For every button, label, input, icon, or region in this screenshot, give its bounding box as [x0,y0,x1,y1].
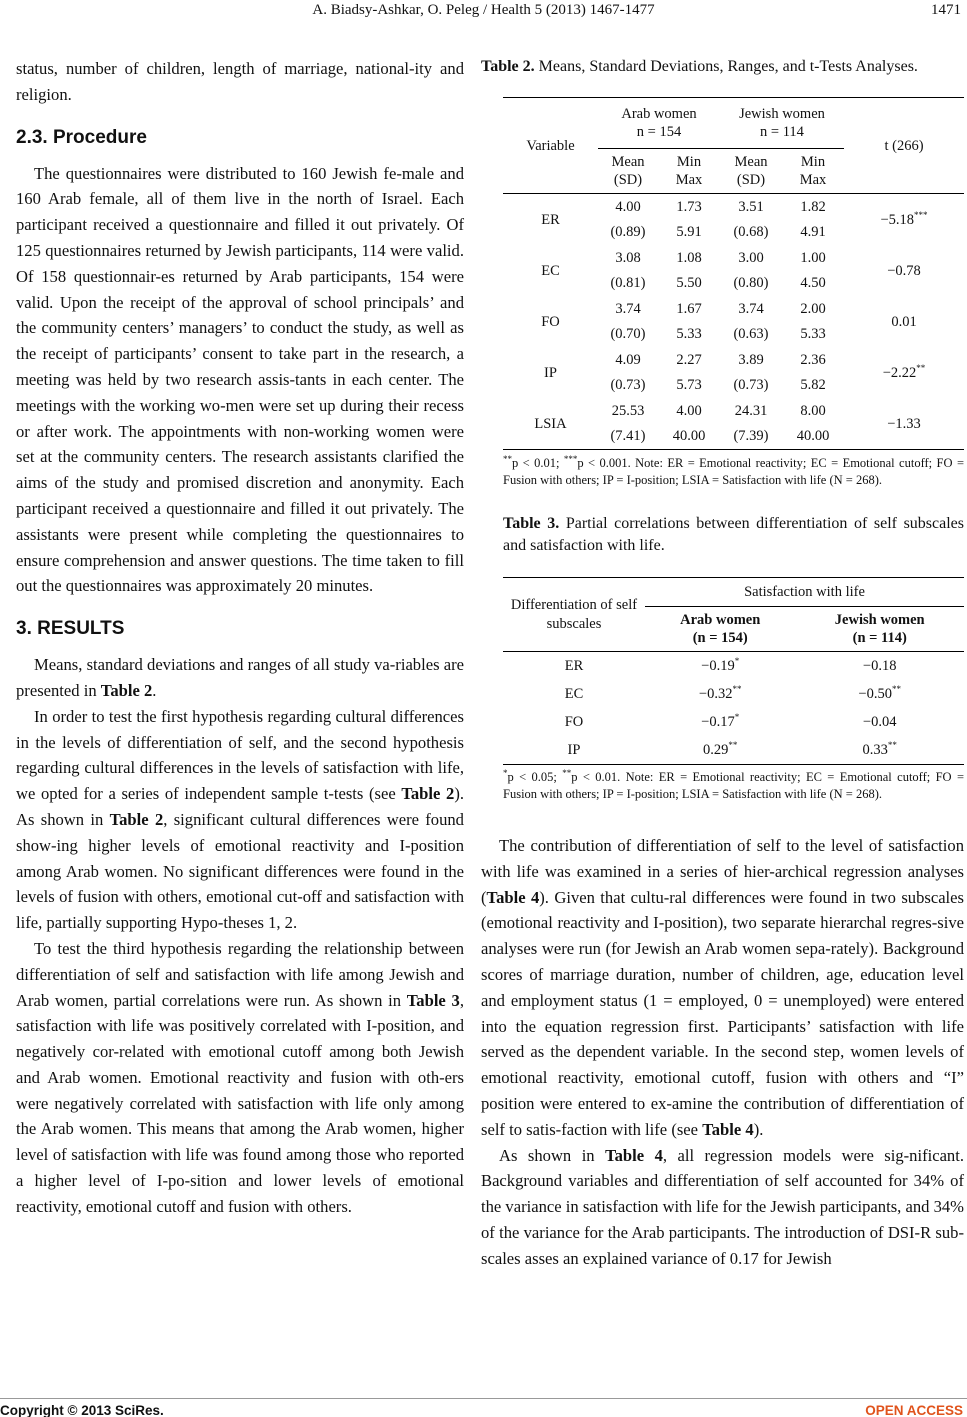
cell-max2: 5.82 [800,377,826,394]
cell-variable: EC [564,686,584,702]
cell-m2: 3.51 [738,198,764,215]
table-reference: Table 4 [486,887,540,907]
cell-min2: 1.82 [800,198,826,215]
table-2 [503,97,964,450]
running-header: A. Biadsy-Ashkar, O. Peleg / Health 5 (2013) 1467-1477 [312,2,655,18]
text-run: . [152,680,157,700]
cell-max2: 4.50 [800,275,826,292]
cell-a [645,708,795,736]
header-min-max: Min Max [799,154,827,188]
cell-sd1: (0.70) [610,326,646,343]
text-run: ). As shown in [16,784,464,829]
t-value: −5.18 [880,211,915,228]
t-value: −2.22 [882,364,917,381]
left-column [16,56,464,1220]
significance-mark: * [734,712,740,723]
table-row [503,347,964,373]
section-heading: 3. RESULTS [16,618,125,640]
table-row [503,736,964,765]
cell-min2: 2.36 [800,351,826,368]
significance-mark: *** [914,209,928,220]
cell-min2: 8.00 [800,402,826,419]
cell-t [844,398,964,450]
cell-a [645,652,795,681]
table-row [503,245,964,271]
cell-max2: 4.91 [800,224,826,241]
table-row [503,708,964,736]
table-row [503,652,964,681]
cell-sd1: (0.81) [610,275,646,292]
cell-m1: 25.53 [611,402,645,419]
cell-t [844,245,964,296]
table-row [503,296,964,322]
correlation-value: −0.17 [701,714,735,730]
significance-mark: ** [732,684,742,695]
cell-t [844,194,964,246]
header-arab-women: Arab women (n = 154) [680,612,761,646]
table-reference: Table 4 [702,1119,754,1139]
cell-max2: 5.33 [800,326,826,343]
cell-sd2: (0.63) [733,326,769,343]
significance-mark: ** [728,740,738,751]
text-run: As shown in [499,1145,606,1165]
correlation-value: −0.19 [701,658,735,674]
header-arab-women: Arab women n = 154 [598,98,720,149]
cell-m2: 3.89 [738,351,764,368]
table-3 [503,577,964,765]
header-variable: Variable [526,137,575,154]
cell-m2: 24.31 [734,402,768,419]
text-run: ). [753,1119,764,1139]
t-value: −1.33 [887,415,921,432]
cell-j [795,652,964,681]
cell-t [844,296,964,347]
cell-sd1: (7.41) [610,428,646,445]
text-run: , all regression models were sig-nificant. Background variables and differentiation of self accounted for 34% of the variance in satisfaction with life for the Jewish participants, and 34% of the variance for the Arab participants. The introduction of DSI-R sub-scales asses an explained variance of 0.17 for Jewish [481,1145,964,1268]
header-mean-sd: Mean (SD) [734,154,768,188]
table3-note: *p < 0.05; **p < 0.01. Note: ER = Emotional reactivity; EC = Emotional cutoff; FO = Fusion with others; IP = I-position; LSIA = Satisfaction with life (N = 268). [503,767,964,801]
cell-variable: EC [541,262,560,279]
right-column [481,56,964,1272]
right-body-text [481,833,964,1272]
cell-j [795,736,964,765]
table2-caption-text: Means, Standard Deviations, Ranges, and t-Tests Analyses. [538,58,918,75]
cell-min1: 2.27 [676,351,702,368]
cell-sd2: (7.39) [733,428,769,445]
paragraph [481,1143,964,1272]
cell-m1: 4.00 [615,198,641,215]
significance-mark: ** [887,740,897,751]
text-run: Means, standard deviations and ranges of all study va-riables are presented in [16,655,464,700]
correlation-value: −0.50 [858,686,892,702]
header-jewish-women: Jewish women (n = 114) [834,612,925,646]
cell-min2: 2.00 [800,300,826,317]
cell-sd1: (0.73) [610,377,646,394]
significance-mark: ** [891,684,901,695]
paragraph [16,652,464,704]
cell-variable: IP [567,742,581,758]
table3-caption-text: Partial correlations between differentiation of self subscales and satisfaction with life. [503,515,964,554]
text-run: , satisfaction with life was positively correlated with I-position, and negatively cor-related with emotional cutoff among both Jewish and Arab women. Emotional reactivity and fusion with oth-ers were negatively correlated with satisfaction with life only among the Arab women. This means that among the Arab women, higher level of satisfaction with life was found among those who reported a higher level of I-po-sition and lower levels of emotional reactivity, emotional cutoff and fusion with others. [16,990,464,1216]
cell-a [645,736,795,765]
cell-j [795,708,964,736]
table-reference: Table 2 [100,680,153,700]
cell-t [844,347,964,398]
table-reference: Table 3 [406,990,460,1010]
cell-m1: 4.09 [615,351,641,368]
cell-max1: 5.50 [676,275,702,292]
cell-sd2: (0.80) [733,275,769,292]
table2-note: **p < 0.01; ***p < 0.001. Note: ER = Emotional reactivity; EC = Emotional cutoff; FO = Fusion with others; IP = I-position; LSIA = Satisfaction with life (N = 268). [503,453,964,487]
header-satisfaction: Satisfaction with life [645,578,964,607]
table-reference: Table 4 [605,1145,663,1165]
footer-divider [0,1398,967,1399]
cell-max1: 5.91 [676,224,702,241]
cell-variable: FO [541,313,560,330]
table2-label: Table 2. [481,58,535,75]
text-run: status, number of children, length of marriage, national-ity and religion. [16,59,464,104]
text-run: To test the third hypothesis regarding the relationship between differentiation of self and satisfaction with life among Jewish and Arab women, partial correlations were run. As shown in [16,938,464,1010]
table-reference: Table 2 [401,784,455,804]
cell-max1: 5.33 [676,326,702,343]
cell-min1: 1.67 [676,300,702,317]
correlation-value: 0.29 [703,742,729,758]
cell-min1: 1.08 [676,249,702,266]
cell-max1: 40.00 [672,428,706,445]
paragraph [16,161,464,600]
correlation-value: 0.33 [862,742,888,758]
table2-caption [481,56,964,78]
table3-caption [503,513,964,557]
page-number: 1471 [931,2,961,18]
cell-m2: 3.74 [738,300,764,317]
table-row [503,194,964,220]
cell-max2: 40.00 [796,428,830,445]
cell-min2: 1.00 [800,249,826,266]
correlation-value: −0.32 [698,686,733,702]
text-run: , significant cultural differences were found show-ing higher levels of emotional reactivity and I-position among Arab women. No significant differences were found in the levels of fusion with others, emotional cut-off and satisfaction with life, partially supporting Hypo-theses 1, 2. [16,809,464,933]
cell-variable: FO [564,714,584,730]
t-value: 0.01 [891,313,917,330]
cell-m1: 3.08 [615,249,641,266]
cell-min1: 1.73 [676,198,702,215]
t-value: −0.78 [887,262,921,279]
cell-variable: ER [541,211,560,228]
table3-label: Table 3. [503,515,560,532]
open-access-label: OPEN ACCESS [865,1403,963,1417]
cell-sd2: (0.68) [733,224,769,241]
section-heading: 2.3. Procedure [16,126,147,148]
cell-m2: 3.00 [738,249,764,266]
table-row [503,680,964,708]
header-mean-sd: Mean (SD) [611,154,645,188]
text-run: The contribution of differentiation of self to the level of satisfaction with life was examined in a series of hier-archical regression analyses ( [481,836,964,907]
table-reference: Table 2 [109,809,164,829]
paragraph [16,56,464,108]
header-jewish-women: Jewish women n = 114 [720,98,844,149]
text-run: ). Given that cultu-ral differences were found in two subscales (emotional reactivity and I-position), two separate hierarchal regres-sive analyses were run (for Jewish an Arab women sepa-rately). Background scores of marriage duration, number of children, age, education level and employment status (1 = employed, 0 = unemployed) were entered into the equation regression first. Participants’ satisfaction with life served as the dependent variable. In the second step, women levels of emotional reactivity, emotional cutoff, fusion with others and “I” position were entered to ex-amine the contribution of differentiation of self to satis-faction with life (see [481,887,964,1139]
cell-j [795,680,964,708]
significance-mark: * [734,656,740,667]
significance-mark: ** [916,362,926,373]
header-subscales: Differentiation of self subscales [510,596,638,632]
cell-min1: 4.00 [676,402,702,419]
correlation-value: −0.04 [862,714,897,730]
table-row [503,398,964,424]
correlation-value: −0.18 [862,658,897,674]
cell-variable: LSIA [534,415,567,432]
cell-sd1: (0.89) [610,224,646,241]
cell-m1: 3.74 [615,300,641,317]
cell-variable: ER [564,658,584,674]
header-min-max: Min Max [675,154,703,188]
cell-max1: 5.73 [676,377,702,394]
paragraph [16,936,464,1220]
copyright: Copyright © 2013 SciRes. [0,1403,164,1417]
cell-variable: IP [544,364,557,381]
header-t: t (266) [884,137,924,154]
cell-sd2: (0.73) [733,377,769,394]
text-run: In order to test the first hypothesis regarding cultural differences in the levels of differentiation of self, and the second hypothesis regarding cultural differences in the levels of satisfaction with life, we opted for a series of independent sample t-tests (see [16,706,464,804]
paragraph [481,833,964,1143]
paragraph [16,704,464,936]
text-run: The questionnaires were distributed to 160 Jewish fe-male and 160 Arab female, all of them live in the north of Israel. Each participant received a questionnaire and filled it out privately. Of 125 questionnaires returned by Jewish participants, 114 were valid. Of 158 questionnair-es returned by Arab participants, 154 were valid. Upon the receipt of the approval of school principals’ and the community centers’ managers’ to conduct the study, as well as the receipt of participants’ consent to take part in the research, a meeting was held by two research assis-tants in each center. The meetings with the working wo-men were set up during their recess or after work. The appointments with non-working women were set at the community centers. The research assistants clarified the aims of the study and promised discretion and anonymity. Each participant received a questionnaire and filled it out privately. The assistants were present while completing the questionnaires to ensure comprehension and answer questions. The time taken to fill out the questionnaires was approximately 20 minutes. [16,163,464,596]
cell-a [645,680,795,708]
